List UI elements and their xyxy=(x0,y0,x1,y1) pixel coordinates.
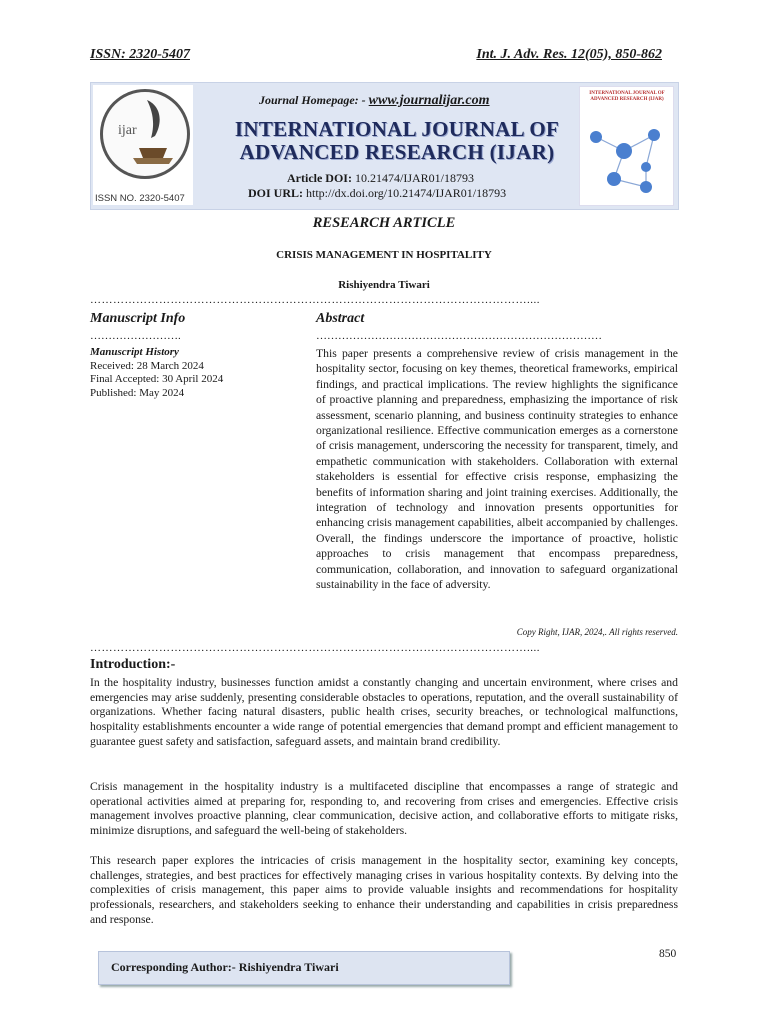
intro-paragraph-2: Crisis management in the hospitality industry is a multifaceted discipline that encompasses a range of strategic and operational activities aimed at preparing for, responding to, and recovering from crises and emergencies. Effective crisis management involves proactive planning, clear communication, decisive action, and collaborative efforts to mitigate risks, minimize disruptions, and safeguard the well-being of stakeholders. xyxy=(90,780,678,838)
published-date: Published: May 2024 xyxy=(90,386,185,399)
corresponding-author: Corresponding Author:- Rishiyendra Tiwari xyxy=(111,960,339,974)
journal-title: INTERNATIONAL JOURNAL OF ADVANCED RESEARCH (IJAR) xyxy=(234,117,560,164)
abstract-text: This paper presents a comprehensive review of crisis management in the hospitality sector, focusing on key themes, theoretical frameworks, empirical findings, and practical implications. The review highlights the significance of proactive planning and preparedness, emphasizing the importance of risk assessment, scenario planning, and business continuity strategies to enhance organizational resilience. Effective communication emerges as a cornerstone of crisis management, underscoring the necessity for transparent, timely, and empathetic communication with stakeholders. Collaboration with external stakeholders is essential for effective crisis response, emphasizing the benefits of information sharing and joint training exercises. Additionally, the integration of technology and innovation presents opportunities for enhancing crisis management capabilities, albeit accompanied by challenges. Overall, the findings underscore the importance of proactive, holistic approaches to crisis management that encompass preparedness, communication, collaboration, and innovation to safeguard organizational sustainability in the face of adversity. xyxy=(316,347,678,592)
introduction-heading: Introduction:- xyxy=(90,657,176,672)
received-date: Received: 28 March 2024 xyxy=(90,359,204,372)
issn-header: ISSN: 2320-5407 xyxy=(90,47,190,62)
article-type: RESEARCH ARTICLE xyxy=(312,215,456,231)
homepage-link[interactable]: www.journalijar.com xyxy=(368,93,490,108)
article-doi: Article DOI: 10.21474/IJAR01/18793 xyxy=(287,171,474,185)
abstract-heading: Abstract xyxy=(316,311,365,326)
separator-top: …………………………………………………………………………………………………….... xyxy=(90,294,540,306)
cover-title: INTERNATIONAL JOURNAL OF ADVANCED RESEARCH (IJAR) xyxy=(589,91,665,102)
logo-emblem-icon xyxy=(100,89,190,179)
journal-banner xyxy=(90,82,679,210)
separator-bottom: …………………………………………………………………………………………………….... xyxy=(90,642,540,654)
logo-issn: ISSN NO. 2320-5407 xyxy=(95,193,185,204)
journal-cover-thumbnail xyxy=(579,86,674,206)
manuscript-info-separator: ……………………. xyxy=(90,330,181,342)
doi-url-link[interactable]: http://dx.doi.org/10.21474/IJAR01/18793 xyxy=(306,186,507,200)
history-label: Manuscript History xyxy=(90,346,179,358)
manuscript-history xyxy=(90,341,290,400)
copyright-notice: Copy Right, IJAR, 2024,. All rights reserved. xyxy=(516,627,678,637)
manuscript-info-heading: Manuscript Info xyxy=(90,311,186,326)
journal-homepage: Journal Homepage: - www.journalijar.com xyxy=(259,93,490,108)
page-number: 850 xyxy=(659,948,677,960)
journal-logo xyxy=(93,85,193,205)
molecule-graphic-icon xyxy=(584,117,670,201)
abstract-separator: …………………………………………………………………… xyxy=(316,330,602,342)
doi-url: DOI URL: http://dx.doi.org/10.21474/IJAR01/18793 xyxy=(248,186,507,200)
corresponding-author-box xyxy=(98,951,510,985)
intro-paragraph-1: In the hospitality industry, businesses function amidst a constantly changing and uncertain environment, where crises and emergencies may arise suddenly, presenting considerable obstacles to operations, reputation, and the overall sustainability of organizations. Whether facing natural disasters, public health crises, security breaches, or technological malfunctions, hospitality establishments encounter a wide range of potential emergencies that demand prompt and efficient management to guarantee guest safety and satisfaction, safeguard assets, and maintain brand credibility. xyxy=(90,676,678,748)
logo-wordmark: ijar xyxy=(118,123,137,138)
citation-header: Int. J. Adv. Res. 12(05), 850-862 xyxy=(476,47,662,62)
article-author: Rishiyendra Tiwari xyxy=(338,279,430,291)
intro-paragraph-3: This research paper explores the intricacies of crisis management in the hospitality sector, examining key concepts, challenges, strategies, and best practices for effectively managing crises in various hospitality contexts. By delving into the complexities of crisis management, this paper aims to provide valuable insights and recommendations for hospitality professionals, researchers, and stakeholders seeking to enhance their understanding and capabilities in crisis preparedness and response. xyxy=(90,854,678,926)
article-title: CRISIS MANAGEMENT IN HOSPITALITY xyxy=(276,249,492,261)
accepted-date: Final Accepted: 30 April 2024 xyxy=(90,373,224,385)
